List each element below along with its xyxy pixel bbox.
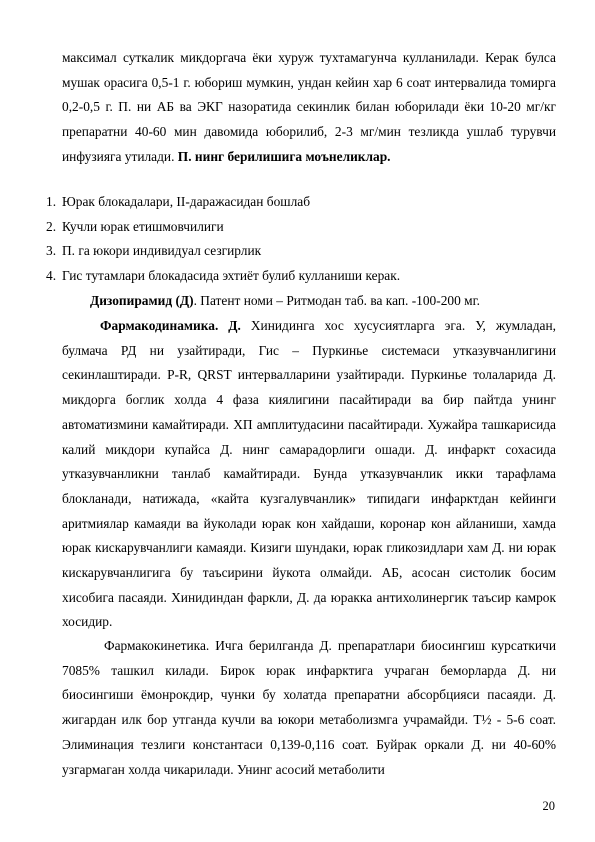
drug-name: Дизопирамид (Д) [90, 293, 194, 308]
list-item [46, 239, 400, 264]
list-item-text: Гис тутамлари блокадасида эхтиёт булиб кулланиши керак. [62, 268, 401, 284]
list-item [46, 264, 400, 289]
list-number: 4. [46, 268, 57, 284]
paragraph-pharmacokinetics [62, 634, 556, 782]
contraindications-list [46, 190, 400, 289]
list-item [46, 190, 400, 215]
paragraph-infusion-dosage [62, 46, 556, 170]
paragraph-text: Хинидинга хос хусусиятларга эга. У, жумладан, булмача РД ни узайтиради, Гис – Пуркинье системаси утказувчанлигини секинлаштиради. P-R, QRST интервалларини узайтиради. Пуркинье толаларида Д. микдорга боглик холда 4 фаза киялигини пасайтиради ва бир пайтда унинг автоматизмини камайтиради. ХП амплитудасини пасайтиради. Хужайра ташкарисида калий микдори купайса Д. нинг самарадорлиги ошади. Д. инфаркт сохасида утказувчанликни танлаб камайтиради. Бунда утказувчанлик икки тарафлама блокланади, натижада, «кайта кузгалувчанлик» типидаги инфарктдан кейинги аритмиялар камаяди ва йуколади юрак кон хайдаши, коронар кон айланиши, хамда юрак кискарувчанлиги камаяди. Кизиги шундаки, юрак гликозидлари хам Д. ни юрак кискарувчанлигига бу таъсирини йукота олмайди. АБ, асосан систолик босим хисобига пасаяди. Хинидиндан фаркли, Д. да юракка антихолинергик таъсир камрок хосидир. [62, 318, 556, 630]
paragraph-text: Фармакокинетика. Ичга берилганда Д. препаратлари биосингиш курсаткичи 7085% ташкил килади. Бирок юрак инфарктига учраган беморларда Д. ни биосингиши ёмонрокдир, чунки бу холатда препаратни абсорбцияси пасаяди. Д. жигардан илк бор утганда кучли ва юкори метаболизмга учрамайди. T½ - 5-6 соат. Элиминация тезлиги константаси 0,139-0,116 соат. Буйрак оркали Д. ни 40-60% узгармаган холда чикарилади. Унинг асосий метаболити [62, 638, 556, 777]
list-number: 2. [46, 218, 57, 234]
paragraph-disopyramide [62, 289, 556, 314]
contraindications-heading: П. нинг берилишига моънеликлар. [177, 148, 391, 164]
list-item-text: П. га юкори индивидуал сезгирлик [62, 243, 262, 259]
paragraph-pharmacodynamics [62, 314, 556, 635]
paragraph-text: максимал суткалик микдоргача ёки хуруж тухтамагунча кулланилади. Керак булса мушак орасига 0,5-1 г. юбориш мумкин, ундан кейин хар 6 соат интервалида томирга 0,2-0,5 г. П. ни АБ ва ЭКГ назоратида секинлик билан юборилади ёки 10-20 мг/кг препаратни 40-60 мин давомида юборилиб, 2-3 мг/мин тезликда ушлаб турувчи инфузияга утилади. [62, 50, 556, 164]
list-number: 3. [46, 243, 57, 259]
list-item-text: Юрак блокадалари, II-даражасидан бошлаб [62, 194, 311, 209]
section-heading: Фармакодинамика. Д. [100, 318, 241, 333]
paragraph-text: . Патент номи – Ритмодан таб. ва кап. -100-200 мг. [193, 293, 480, 308]
list-item [46, 215, 400, 240]
page-number: 20 [542, 799, 555, 813]
list-item-text: Кучли юрак етишмовчилиги [62, 218, 224, 234]
list-number: 1. [46, 194, 57, 209]
